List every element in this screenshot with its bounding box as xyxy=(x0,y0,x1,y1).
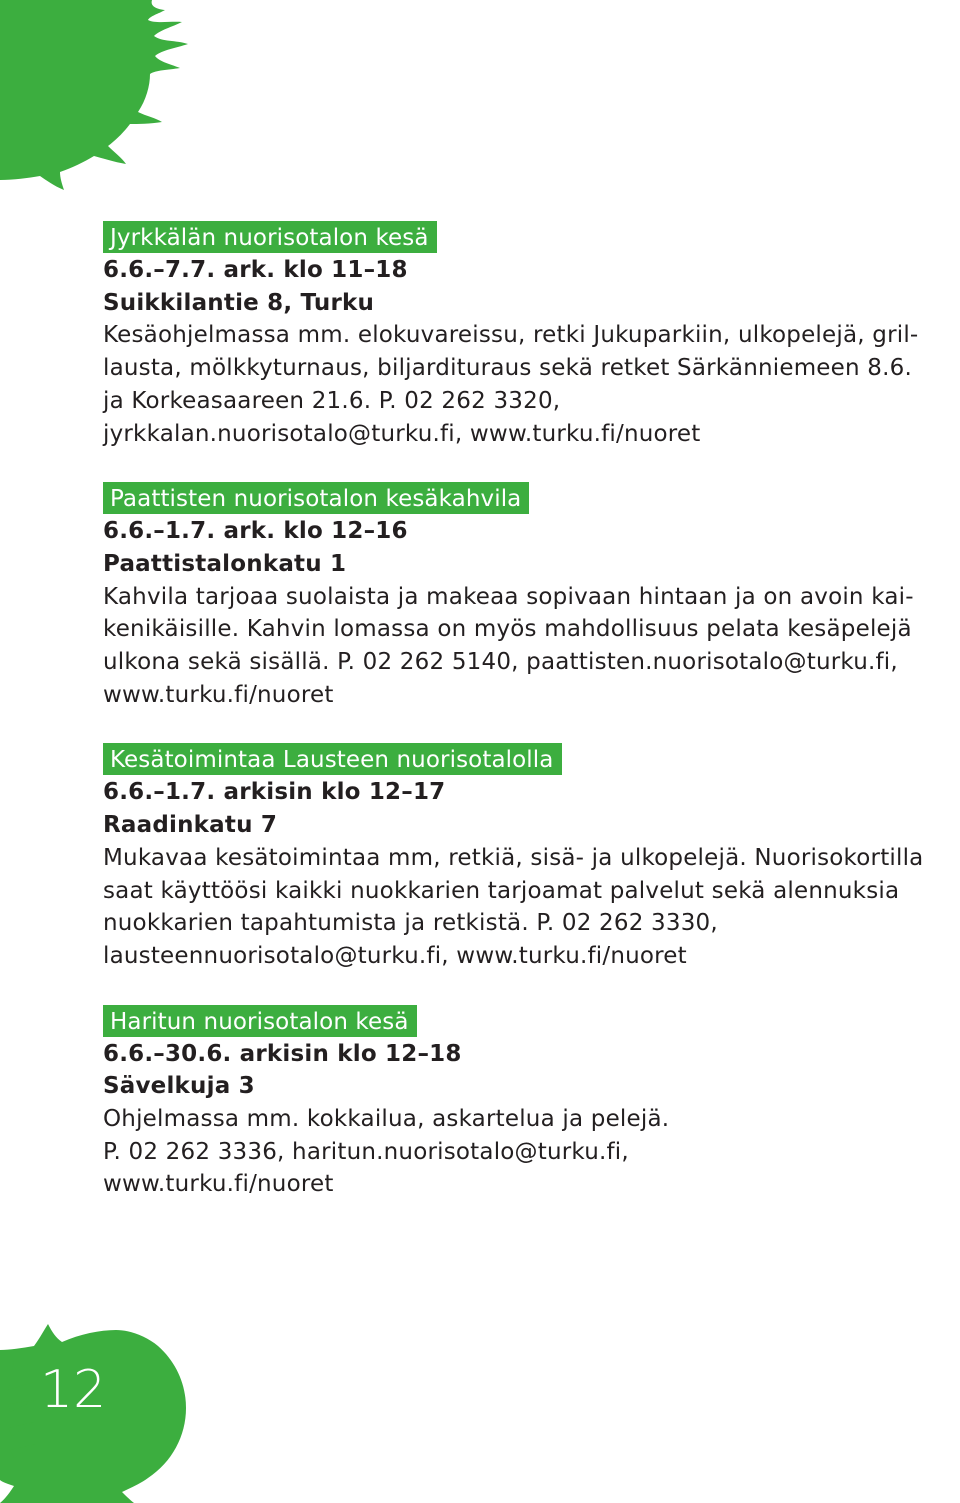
section-date: 6.6.–7.7. ark. klo 11–18 xyxy=(103,257,408,283)
green-splash-icon xyxy=(0,0,200,190)
description-line: P. 02 262 3336, haritun.nuorisotalo@turku.fi, xyxy=(103,1138,629,1165)
section-heading: Paattisten nuorisotalon kesäkahvila xyxy=(103,482,529,514)
page-content xyxy=(103,221,953,1233)
section-lauste xyxy=(103,743,953,972)
description-line: Ohjelmassa mm. kokkailua, askartelua ja pelejä. xyxy=(103,1106,670,1133)
section-address: Paattistalonkatu 1 xyxy=(103,550,347,577)
description-line: Kesäohjelmassa mm. elokuvareissu, retki Jukuparkiin, ulkopelejä, gril- xyxy=(103,322,919,349)
section-heading: Haritun nuorisotalon kesä xyxy=(103,1005,417,1037)
section-heading: Jyrkkälän nuorisotalon kesä xyxy=(103,221,437,253)
description-line: nuokkarien tapahtumista ja retkistä. P. 02 262 3330, xyxy=(103,910,718,937)
description-line: www.turku.fi/nuoret xyxy=(103,1171,334,1198)
section-address: Sävelkuja 3 xyxy=(103,1073,255,1100)
description-line: ulkona sekä sisällä. P. 02 262 5140, paattisten.nuorisotalo@turku.fi, xyxy=(103,649,898,676)
description-line: jyrkkalan.nuorisotalo@turku.fi, www.turku.fi/nuoret xyxy=(103,420,701,447)
section-jyrkkala xyxy=(103,221,953,450)
section-heading: Kesätoimintaa Lausteen nuorisotalolla xyxy=(103,743,562,775)
section-address: Raadinkatu 7 xyxy=(103,812,278,839)
description-line: www.turku.fi/nuoret xyxy=(103,681,334,708)
description-line: lausteennuorisotalo@turku.fi, www.turku.fi/nuoret xyxy=(103,942,687,969)
section-paattinen xyxy=(103,482,953,711)
description-line: Kahvila tarjoaa suolaista ja makeaa sopivaan hintaan ja on avoin kai- xyxy=(103,583,914,610)
section-date: 6.6.–30.6. arkisin klo 12–18 xyxy=(103,1040,462,1067)
section-description xyxy=(103,319,953,450)
section-date: 6.6.–1.7. arkisin klo 12–17 xyxy=(103,779,446,806)
description-line: Mukavaa kesätoimintaa mm, retkiä, sisä- ja ulkopelejä. Nuorisokortilla xyxy=(103,844,924,871)
section-description xyxy=(103,581,953,712)
description-line: ja Korkeasaareen 21.6. P. 02 262 3320, xyxy=(103,387,561,414)
section-description xyxy=(103,1103,953,1201)
section-harittu xyxy=(103,1005,953,1202)
page-number: 12 xyxy=(40,1360,107,1420)
section-address: Suikkilantie 8, Turku xyxy=(103,289,375,316)
description-line: saat käyttöösi kaikki nuokkarien tarjoamat palvelut sekä alennuksia xyxy=(103,877,900,904)
section-date: 6.6.–1.7. ark. klo 12–16 xyxy=(103,518,408,545)
description-line: kenikäisille. Kahvin lomassa on myös mahdollisuus pelata kesäpelejä xyxy=(103,616,912,643)
description-line: lausta, mölkkyturnaus, biljardituraus sekä retket Särkänniemeen 8.6. xyxy=(103,355,912,382)
section-description xyxy=(103,842,953,973)
